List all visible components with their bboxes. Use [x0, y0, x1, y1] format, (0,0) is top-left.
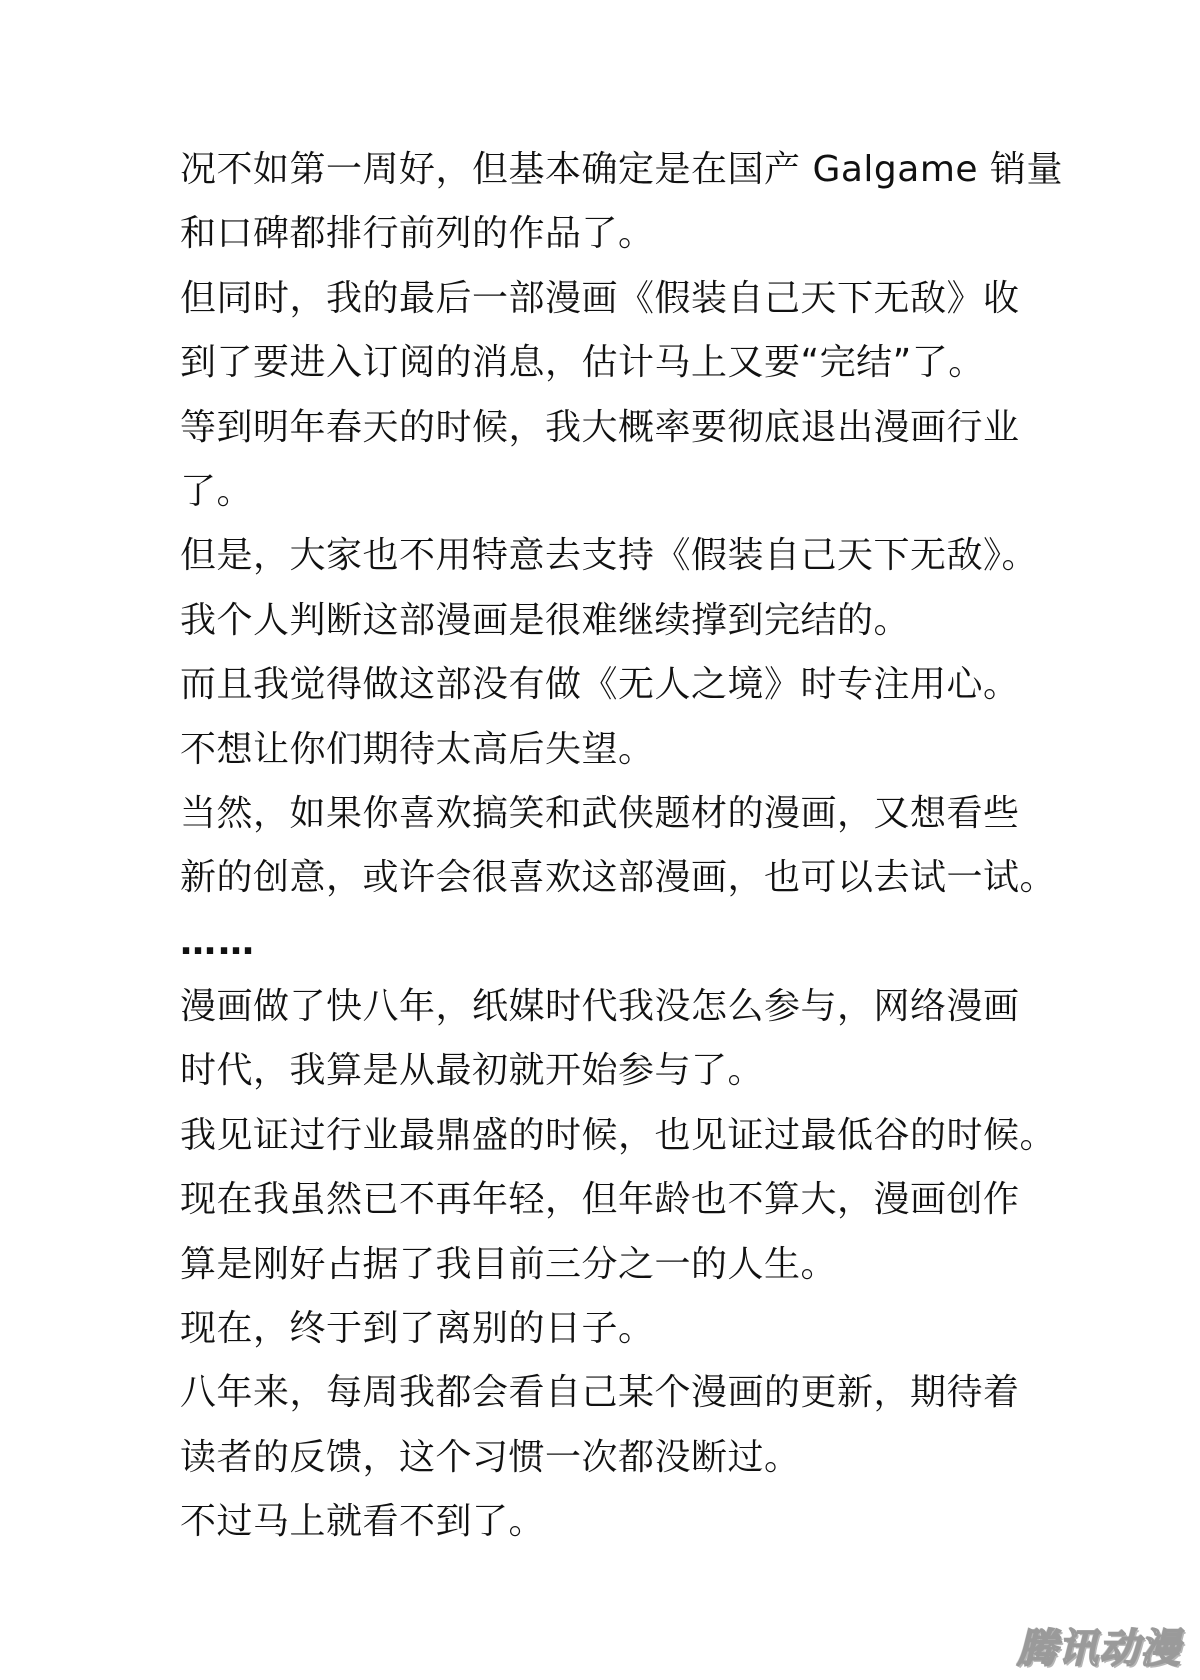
text-line: 漫画做了快八年，纸媒时代我没怎么参与，网络漫画	[180, 986, 1020, 1028]
text-line: 但同时，我的最后一部漫画《假装自己天下无敌》收	[180, 277, 1020, 319]
text-line: 不想让你们期待太高后失望。	[180, 728, 655, 770]
text-line: 到了要进入订阅的消息，估计马上又要“完结”了。	[180, 342, 985, 384]
text-line: 当然，如果你喜欢搞笑和武侠题材的漫画，又想看些	[180, 792, 1020, 834]
text-line: 八年来，每周我都会看自己某个漫画的更新，期待着	[180, 1372, 1020, 1414]
text-line: 我个人判断这部漫画是很难继续撑到完结的。	[180, 599, 911, 641]
text-line: 况不如第一周好，但基本确定是在国产 Galgame 销量	[180, 149, 1063, 190]
body-text	[180, 138, 1063, 1555]
text-line: 等到明年春天的时候，我大概率要彻底退出漫画行业	[180, 406, 1020, 448]
text-line: 时代，我算是从最初就开始参与了。	[180, 1050, 765, 1092]
text-line: 现在，终于到了离别的日子。	[180, 1308, 655, 1350]
text-line: 新的创意，或许会很喜欢这部漫画，也可以去试一试。	[180, 857, 1057, 899]
text-line: 算是刚好占据了我目前三分之一的人生。	[180, 1243, 838, 1285]
ellipsis-separator: ……	[180, 921, 256, 963]
text-line: 而且我觉得做这部没有做《无人之境》时专注用心。	[180, 664, 1020, 706]
text-line: 不过马上就看不到了。	[180, 1501, 546, 1543]
text-line: 了。	[180, 470, 254, 512]
watermark-logo	[1010, 1618, 1188, 1672]
watermark-text: 腾讯动漫	[1017, 1625, 1181, 1672]
text-line: 读者的反馈，这个习惯一次都没断过。	[180, 1436, 801, 1478]
text-line: 我见证过行业最鼎盛的时候，也见证过最低谷的时候。	[180, 1114, 1057, 1156]
text-line: 现在我虽然已不再年轻，但年龄也不算大，漫画创作	[180, 1179, 1020, 1221]
text-line: 和口碑都排行前列的作品了。	[180, 213, 655, 255]
text-line: 但是，大家也不用特意去支持《假装自己天下无敌》。	[180, 535, 1039, 577]
